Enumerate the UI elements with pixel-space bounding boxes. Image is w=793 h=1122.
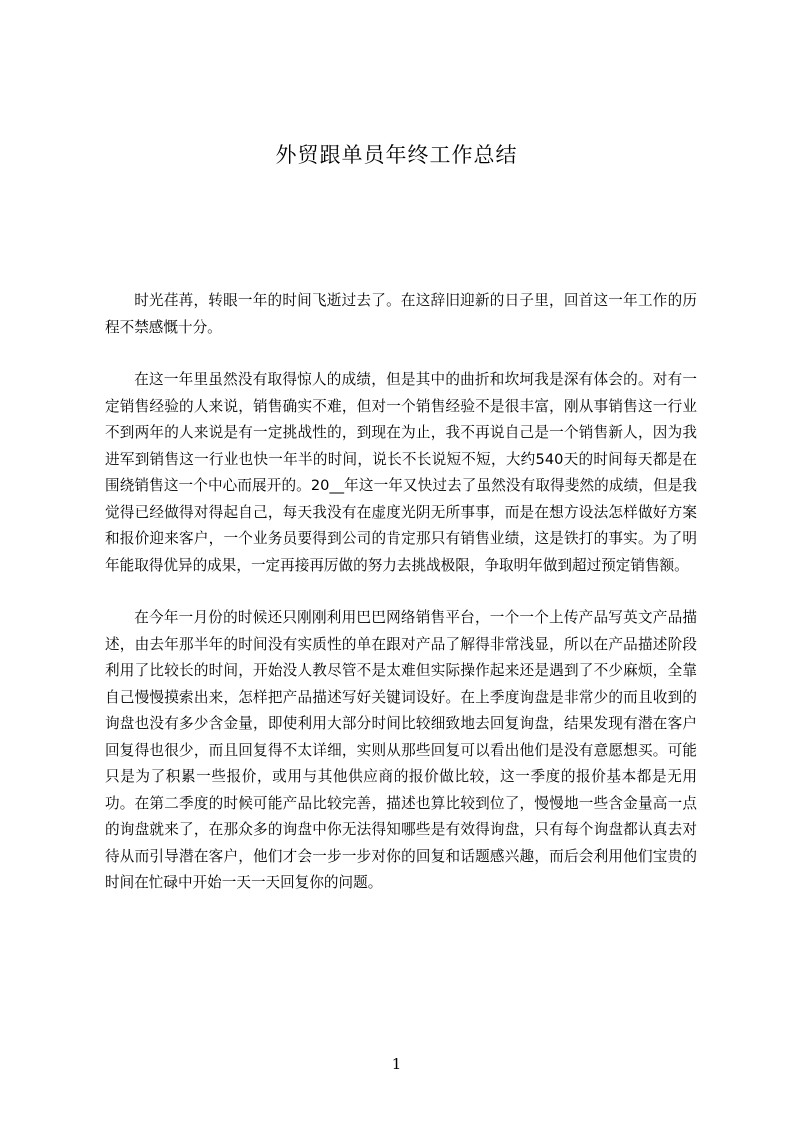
paragraph-january-work: 在今年一月份的时候还只刚刚利用巴巴网络销售平台，一个一个上传产品写英文产品描述，由去年那半年的时间没有实质性的单在跟对产品了解得非常浅显，所以在产品描述阶段利用了比较长的时间，开始没人教尽管不是太难但实际操作起来还是遇到了不少麻烦，全靠自己慢慢摸索出来，怎样把产品描述写好关键词设好。在上季度询盘是非常少的而且收到的询盘也没有多少含金量，即使利用大部分时间比较细致地去回复询盘，结果发现有潜在客户回复得也很少，而且回复得不太详细，实则从那些回复可以看出他们是没有意愿想买。可能只是为了积累一些报价，或用与其他供应商的报价做比较，这一季度的报价基本都是无用功。在第二季度的时候可能产品比较完善，描述也算比较到位了，慢慢地一些含金量高一点的询盘就来了，在那众多的询盘中你无法得知哪些是有效得询盘，只有每个询盘都认真去对待从而引导潜在客户，他们才会一步一步对你的回复和话题感兴趣，而后会利用他们宝贵的时间在忙碌中开始一天一天回复你的问题。 xyxy=(105,609,697,891)
page-number: 1 xyxy=(391,1055,402,1073)
document-body xyxy=(105,288,697,923)
paragraph-intro: 时光荏苒，转眼一年的时间飞逝过去了。在这辞旧迎新的日子里，回首这一年工作的历程不禁感慨十分。 xyxy=(105,292,697,336)
paragraph-achievements: 在这一年里虽然没有取得惊人的成绩，但是其中的曲折和坎坷我是深有体会的。对有一定销售经验的人来说，销售确实不难，但对一个销售经验不是很丰富，刚从事销售这一行业不到两年的人来说是有一定挑战性的，到现在为止，我不再说自己是一个销售新人，因为我进军到销售这一行业也快一年半的时间，说长不长说短不短，大约540天的时间每天都是在围绕销售这一个中心而展开的。20__年这一年又快过去了虽然没有取得斐然的成绩，但是我觉得已经做得对得起自己，每天我没有在虚度光阴无所事事，而是在想方设法怎样做好方案和报价迎来客户，一个业务员要得到公司的肯定那只有销售业绩，这是铁打的事实。为了明年能取得优异的成果，一定再接再厉做的努力去挑战极限，争取明年做到超过预定销售额。 xyxy=(105,371,697,574)
document-title: 外贸跟单员年终工作总结 xyxy=(275,143,518,167)
